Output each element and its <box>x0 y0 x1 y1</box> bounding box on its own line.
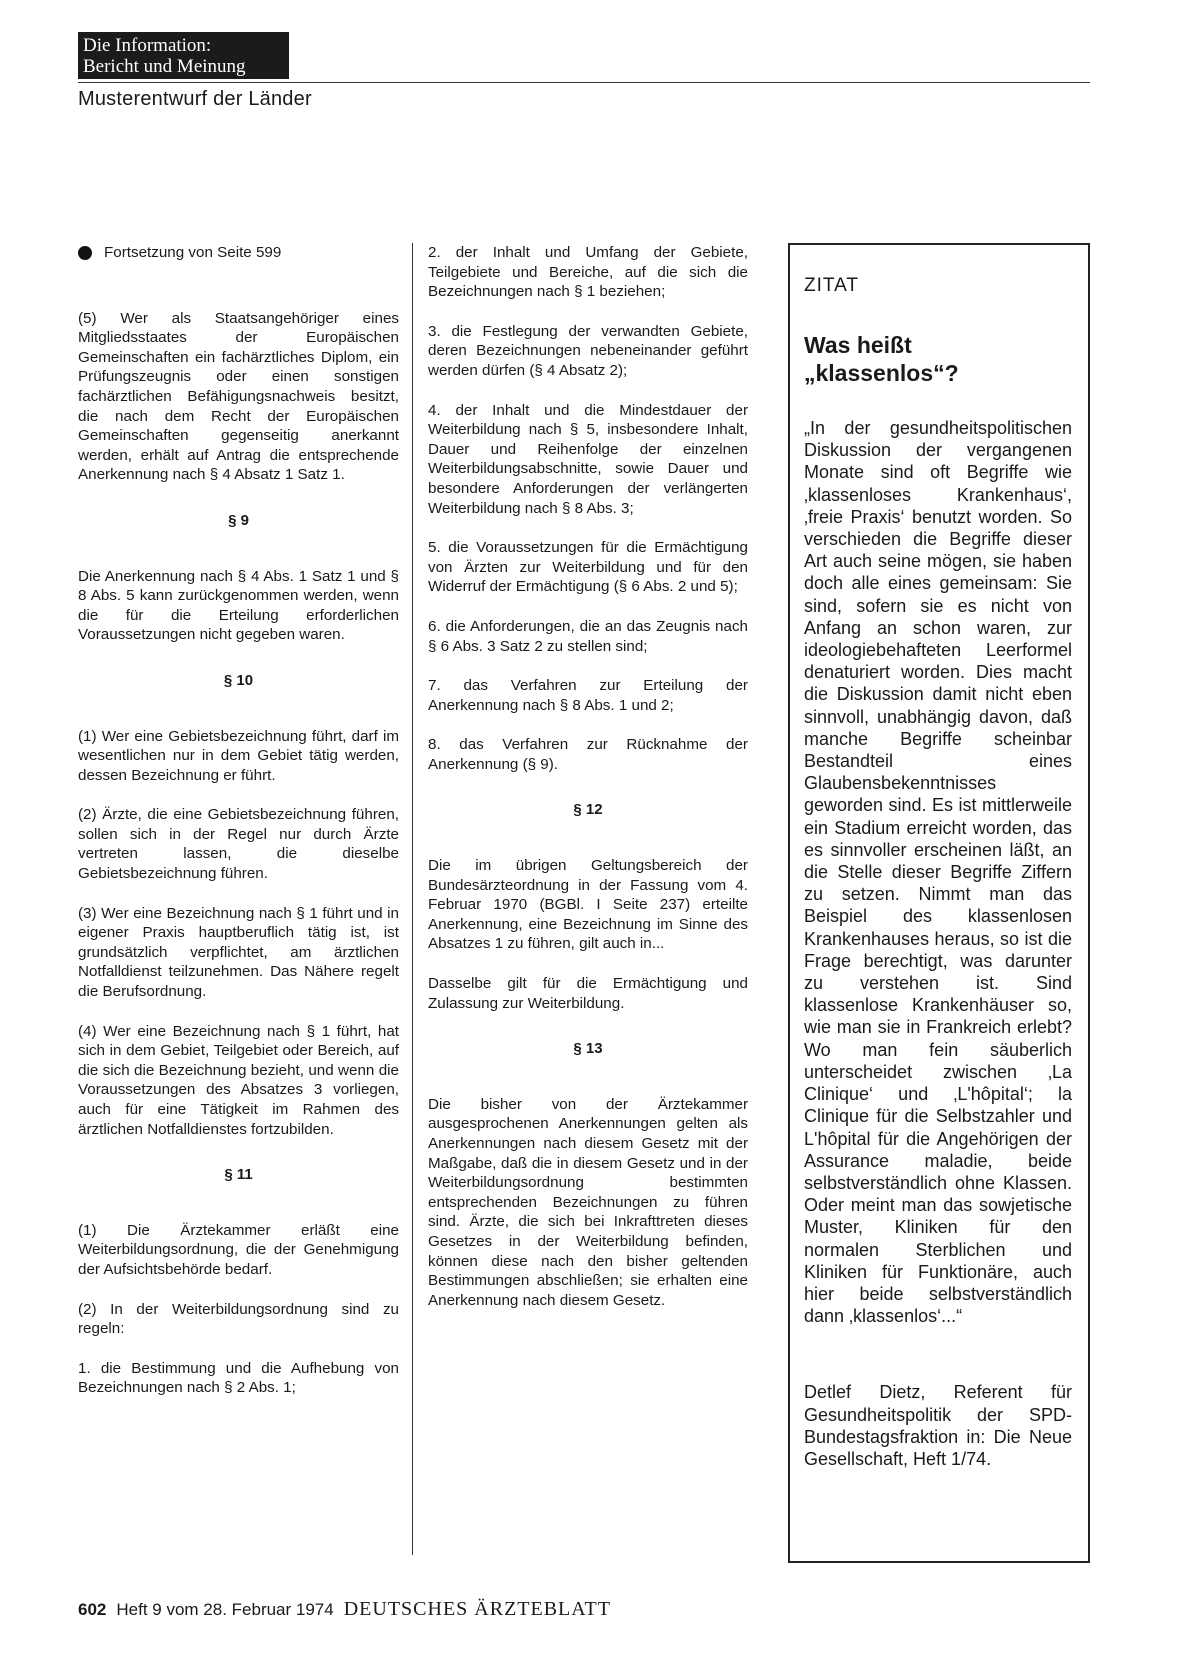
issue-info: Heft 9 vom 28. Februar 1974 <box>116 1600 334 1619</box>
paragraph-12-b: Dasselbe gilt für die Ermächtigung und Zulassung zur Weiterbildung. <box>428 975 748 1012</box>
quote-title <box>804 331 1072 387</box>
paragraph-10-1: (1) Wer eine Gebietsbezeichnung führt, darf im wesentlichen nur in dem Gebiet tätig werden, dessen Bezeichnung er führt. <box>78 727 399 784</box>
list-item-1: 1. die Bestimmung und die Aufhebung von Bezeichnungen nach § 2 Abs. 1; <box>78 1359 399 1397</box>
column-divider <box>412 243 413 1555</box>
paragraph-10-4: (4) Wer eine Bezeichnung nach § 1 führt, hat sich in dem Gebiet, Teilgebiet oder Bereich, auf die sich die Bezeichnung bezieht, und wenn die Voraussetzungen des Absatzes 3 vorliegen, auch für eine Tätigkeit im Rahmen des ärztlichen Notfalldienstes fortzubilden. <box>78 1022 399 1138</box>
continuation-note <box>78 243 399 263</box>
section-heading-13: § 13 <box>573 1040 603 1058</box>
paragraph-11-2: (2) In der Weiterbildungsordnung sind zu regeln: <box>78 1300 399 1338</box>
page-footer <box>78 1598 611 1621</box>
list-item-5: 5. die Voraussetzungen für die Ermächtigung von Ärzten zur Weiterbildung und für den Widerruf der Ermächtigung (§ 6 Abs. 2 und 5); <box>428 539 748 596</box>
list-item-7: 7. das Verfahren zur Erteilung der Anerkennung nach § 8 Abs. 1 und 2; <box>428 677 748 714</box>
bullet-icon <box>78 246 92 260</box>
header-rule <box>78 82 1090 83</box>
section-heading-10: § 10 <box>223 671 254 689</box>
paragraph-10-2: (2) Ärzte, die eine Gebietsbezeichnung führen, sollen sich in der Regel nur durch Ärzte vertreten lassen, die dieselbe Gebietsbezeichnung führen. <box>78 806 399 883</box>
paragraph-11-1: (1) Die Ärztekammer erläßt eine Weiterbildungsordnung, die der Genehmigung der Aufsichtsbehörde bedarf. <box>78 1221 399 1278</box>
section-heading-9: § 9 <box>228 511 249 529</box>
quote-source: Detlef Dietz, Referent für Gesundheitspolitik der SPD-Bundestagsfraktion in: Die Neue Gesellschaft, Heft 1/74. <box>804 1382 1072 1469</box>
list-item-3: 3. die Festlegung der verwandten Gebiete, deren Bezeichnungen nebeneinander geführt werden dürfen (§ 4 Absatz 2); <box>428 322 748 379</box>
list-item-4: 4. der Inhalt und die Mindestdauer der Weiterbildung nach § 5, insbesondere Inhalt, Dauer und Reihenfolge der einzelnen Weiterbildungsabschnitte, sowie Dauer und besondere Anforderungen der verlängerten Weiterbildung nach § 8 Abs. 3; <box>428 401 748 517</box>
paragraph-8-5: (5) Wer als Staatsangehöriger eines Mitgliedsstaates der Europäischen Gemeinschaften ein fachärztliches Diplom, ein Prüfungszeugnis oder einen sonstigen fachärztlichen Befähigungsnachweis besitzt, die nach dem Recht der Europäischen Gemeinschaften gegenseitig anerkannt werden, erhält auf Antrag die entsprechende Anerkennung nach § 4 Absatz 1 Satz 1. <box>78 309 399 484</box>
quote-title-line1: Was heißt <box>804 332 912 358</box>
paragraph-12-a: Die im übrigen Geltungsbereich der Bundesärzteordnung in der Fassung vom 4. Februar 1970 (BGBl. I Seite 237) erteilte Anerkennung, eine Bezeichnung im Sinne des Absatzes 1 zu führen, gilt auch in... <box>428 857 748 953</box>
section-label-line2: Bericht und Meinung <box>83 56 246 77</box>
list-item-6: 6. die Anforderungen, die an das Zeugnis nach § 6 Abs. 3 Satz 2 zu stellen sind; <box>428 617 748 655</box>
quote-body: „In der gesundheitspolitischen Diskussion der vergangenen Monate sind oft Begriffe wie ‚klassenloses Krankenhaus‘, ‚freie Praxis‘ benutzt worden. So verschieden die Begriffe dieser Art auch seine mögen, sie haben doch alle eines gemeinsam: Sie sind, sofern sie es nicht von Anfang an schon waren, zur ideologiebehafteten Leerformel denaturiert worden. Dies macht die Diskussion damit nicht eben sinnvoll, unabhängig davon, daß manche Begriffe scheinbar Bestandteil eines Glaubensbekenntnisses geworden sind. Es ist mittlerweile ein Stadium erreicht worden, das es sinnvoller erscheinen läßt, an die Stelle dieser Begriffe Ziffern zu setzen. Nimmt man das Beispiel des klassenlosen Krankenhauses heraus, so ist die Frage berechtigt, was darunter zu verstehen ist. Sind klassenlose Krankenhäuser so, wie man sie in Frankreich erlebt? Wo man fein säuberlich unterscheidet zwischen ‚La Clinique‘ und ‚L'hôpital‘; la Clinique für die Selbstzahler und L'hôpital für die Angehörigen der Assurance maladie, beide selbstverständlich ohne Klassen. Oder meint man das sowjetische Muster, Kliniken für den normalen Sterblichen und Kliniken für Funktionäre, auch hier beide selbstverständlich dann ‚klassenlos‘...“ <box>804 418 1072 1327</box>
section-label-box <box>78 32 289 79</box>
section-heading-11: § 11 <box>224 1166 253 1184</box>
paragraph-9: Die Anerkennung nach § 4 Abs. 1 Satz 1 und § 8 Abs. 5 kann zurückgenommen werden, wenn die für die Erteilung erforderlichen Voraussetzungen nicht gegeben waren. <box>78 567 399 644</box>
page-number: 602 <box>78 1600 107 1619</box>
quote-label: ZITAT <box>804 275 859 296</box>
left-column <box>78 243 399 1418</box>
quote-title-line2: „klassenlos“? <box>804 360 959 386</box>
list-item-8: 8. das Verfahren zur Rücknahme der Anerkennung (§ 9). <box>428 736 748 773</box>
quote-box <box>788 243 1090 1563</box>
section-label-line1: Die Information: <box>83 35 212 56</box>
paragraph-13: Die bisher von der Ärztekammer ausgesprochenen Anerkennungen gelten als Anerkennungen nach diesem Gesetz mit der Maßgabe, daß die in diesem Gesetz und in der Weiterbildungsordnung bestimmten entsprechenden Bezeichnungen zu führen sind. Ärzte, die sich bei Inkrafttreten dieses Gesetzes in der Weiterbildung befinden, können diese nach den bisher geltenden Bestimmungen abschließen; sie erhalten eine Anerkennung nach diesem Gesetz. <box>428 1095 748 1309</box>
list-item-2: 2. der Inhalt und Umfang der Gebiete, Teilgebiete und Bereiche, auf die sich die Bezeichnungen nach § 1 beziehen; <box>428 244 748 301</box>
section-heading-12: § 12 <box>573 801 603 819</box>
paragraph-10-3: (3) Wer eine Bezeichnung nach § 1 führt und in eigener Praxis hauptberuflich tätig ist, ist grundsätzlich verpflichtet, am ärztlichen Notfalldienst teilzunehmen. Das Nähere regelt die Berufsordnung. <box>78 904 399 1001</box>
middle-column <box>428 243 748 1330</box>
continuation-text: Fortsetzung von Seite 599 <box>104 244 282 261</box>
page-subtitle: Musterentwurf der Länder <box>78 88 312 110</box>
journal-name: DEUTSCHES ÄRZTEBLATT <box>343 1598 611 1620</box>
